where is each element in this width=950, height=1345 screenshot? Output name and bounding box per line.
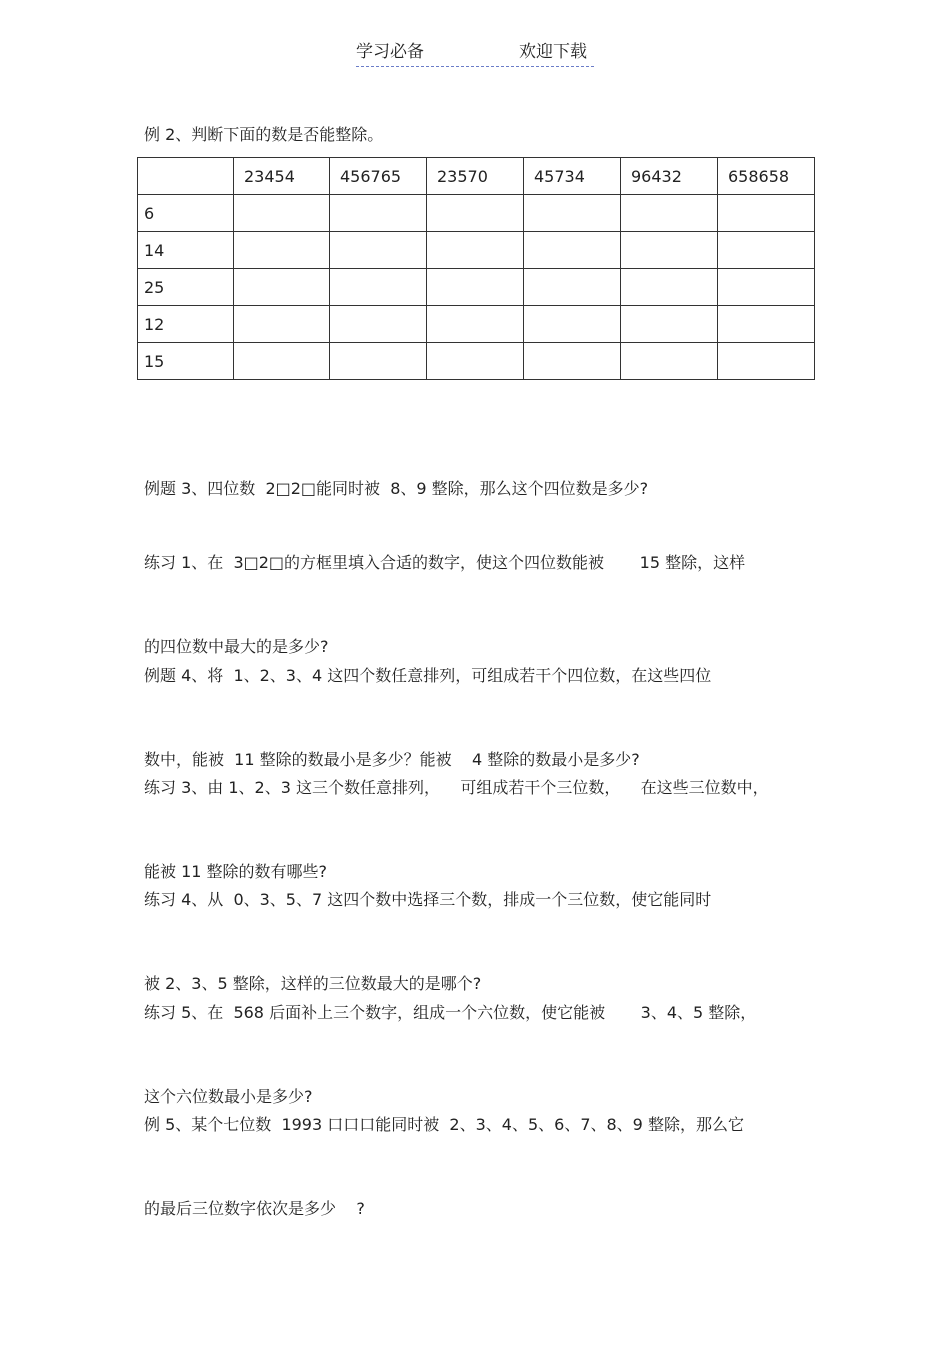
question-line: 这个六位数最小是多少? bbox=[144, 1087, 313, 1106]
answer-cell bbox=[330, 306, 427, 343]
table-header-cell bbox=[138, 158, 234, 195]
row-divisor-cell: 6 bbox=[138, 195, 234, 232]
answer-cell bbox=[234, 269, 330, 306]
answer-cell bbox=[718, 232, 815, 269]
header-left-text: 学习必备 bbox=[356, 42, 424, 62]
answer-cell bbox=[621, 232, 718, 269]
table-header-cell: 96432 bbox=[621, 158, 718, 195]
answer-cell bbox=[718, 195, 815, 232]
answer-cell bbox=[234, 306, 330, 343]
question-line: 练习 5、在 568 后面补上三个数字，组成一个六位数，使它能被 3、4、5 整除， bbox=[144, 1003, 757, 1022]
table-row bbox=[138, 269, 815, 306]
table-row bbox=[138, 306, 815, 343]
answer-cell bbox=[621, 343, 718, 380]
divisibility-table bbox=[137, 157, 815, 380]
question-line: 练习 1、在 3□2□的方框里填入合适的数字，使这个四位数能被 15 整除，这样 bbox=[144, 553, 746, 572]
table-header-cell: 45734 bbox=[524, 158, 621, 195]
answer-cell bbox=[234, 195, 330, 232]
question-line: 例题 3、四位数 2□2□能同时被 8、9 整除，那么这个四位数是多少? bbox=[144, 479, 649, 498]
table-header-cell: 23570 bbox=[427, 158, 524, 195]
answer-cell bbox=[427, 232, 524, 269]
answer-cell bbox=[718, 306, 815, 343]
table-header-cell: 23454 bbox=[234, 158, 330, 195]
answer-cell bbox=[524, 195, 621, 232]
answer-cell bbox=[330, 343, 427, 380]
answer-cell bbox=[234, 343, 330, 380]
header-right-text: 欢迎下载 bbox=[519, 42, 587, 62]
question-line: 的最后三位数字依次是多少 ? bbox=[144, 1199, 365, 1218]
answer-cell bbox=[234, 232, 330, 269]
table-header-row bbox=[138, 158, 815, 195]
question-line: 例 5、某个七位数 1993 口口口能同时被 2、3、4、5、6、7、8、9 整除，那么它 bbox=[144, 1115, 744, 1134]
question-line: 练习 3、由 1、2、3 这三个数任意排列， 可组成若干个三位数， 在这些三位数中， bbox=[144, 778, 769, 797]
page-header bbox=[356, 40, 594, 67]
answer-cell bbox=[524, 306, 621, 343]
answer-cell bbox=[330, 232, 427, 269]
answer-cell bbox=[621, 306, 718, 343]
answer-cell bbox=[427, 195, 524, 232]
answer-cell bbox=[718, 343, 815, 380]
answer-cell bbox=[427, 306, 524, 343]
question-line: 能被 11 整除的数有哪些? bbox=[144, 862, 328, 881]
table-row bbox=[138, 195, 815, 232]
answer-cell bbox=[524, 343, 621, 380]
table-header-cell: 658658 bbox=[718, 158, 815, 195]
table-header-cell: 456765 bbox=[330, 158, 427, 195]
question-line: 例题 4、将 1、2、3、4 这四个数任意排列，可组成若干个四位数，在这些四位 bbox=[144, 666, 712, 685]
question-line: 被 2、3、5 整除，这样的三位数最大的是哪个? bbox=[144, 974, 482, 993]
table-row bbox=[138, 232, 815, 269]
question-line: 练习 4、从 0、3、5、7 这四个数中选择三个数，排成一个三位数，使它能同时 bbox=[144, 890, 712, 909]
answer-cell bbox=[621, 269, 718, 306]
question-line: 数中，能被 11 整除的数最小是多少？能被 4 整除的数最小是多少? bbox=[144, 750, 640, 769]
row-divisor-cell: 14 bbox=[138, 232, 234, 269]
example5-question bbox=[144, 1065, 744, 1245]
row-divisor-cell: 15 bbox=[138, 343, 234, 380]
example2-title: 例 2、判断下面的数是否能整除。 bbox=[144, 125, 384, 144]
answer-cell bbox=[427, 269, 524, 306]
answer-cell bbox=[427, 343, 524, 380]
row-divisor-cell: 12 bbox=[138, 306, 234, 343]
answer-cell bbox=[718, 269, 815, 306]
answer-cell bbox=[621, 195, 718, 232]
question-line: 的四位数中最大的是多少? bbox=[144, 637, 329, 656]
row-divisor-cell: 25 bbox=[138, 269, 234, 306]
table-row bbox=[138, 343, 815, 380]
answer-cell bbox=[524, 232, 621, 269]
answer-cell bbox=[330, 195, 427, 232]
answer-cell bbox=[524, 269, 621, 306]
answer-cell bbox=[330, 269, 427, 306]
